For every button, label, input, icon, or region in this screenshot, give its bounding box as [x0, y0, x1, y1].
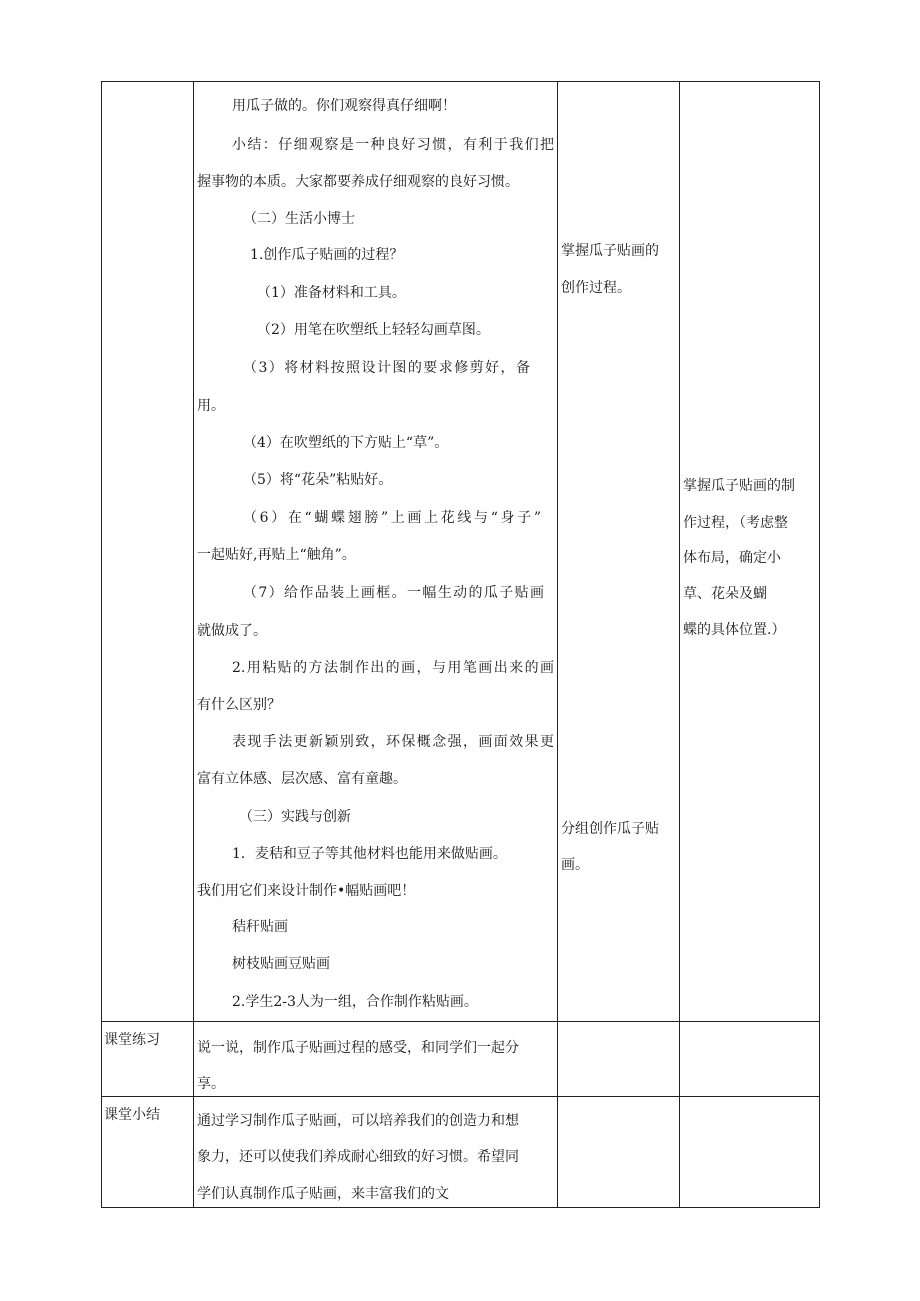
process-line: 1.创作瓜子贴画的过程？: [250, 247, 404, 263]
process-line: （7）给作品装上画框。一幅生动的瓜子贴画: [243, 585, 544, 601]
process-line: 1．麦秸和豆子等其他材料也能用来做贴画。: [232, 846, 507, 862]
process-line: （5）将“花朵”粘贴好。: [243, 472, 393, 488]
design-intent-line: 掌握瓜子贴画的制: [683, 478, 795, 494]
row-divider-summary: [101, 1096, 820, 1097]
process-line: 小结：仔细观察是一种良好习惯，有利于我们把: [232, 137, 554, 153]
process-line: 就做成了。: [197, 623, 267, 639]
process-line: 树枝贴画豆贴画: [232, 956, 330, 972]
student-note-line: 掌握瓜子贴画的: [561, 243, 659, 259]
process-line: 富有立体感、层次感、富有童趣。: [197, 771, 407, 787]
column-divider-2: [557, 81, 558, 1208]
process-line: 2.学生2-3人为一组，合作制作粘贴画。: [232, 994, 478, 1010]
student-note-line: 分组创作瓜子贴: [561, 821, 659, 837]
practice-label: 课堂练习: [104, 1032, 160, 1048]
section-heading: （三）实践与创新: [239, 809, 351, 825]
row-divider-practice: [101, 1021, 820, 1022]
table-border-bottom: [101, 1207, 820, 1208]
process-line: （3）将材料按照设计图的要求修剪好，备: [243, 360, 530, 376]
process-line: 表现手法更新颖别致，环保概念强，画面效果更: [232, 734, 554, 750]
column-divider-1: [193, 81, 194, 1208]
process-line: 秸秆贴画: [232, 919, 288, 935]
student-note-line: 创作过程。: [561, 280, 631, 296]
process-line: 2.用粘贴的方法制作出的画，与用笔画出来的画: [232, 660, 554, 676]
design-intent-line: 草、花朵及蝴: [683, 586, 767, 602]
summary-line: 通过学习制作瓜子贴画，可以培养我们的创造力和想: [197, 1113, 519, 1129]
process-line: 一起贴好,再贴上“触角”。: [197, 547, 356, 563]
process-line: 我们用它们来设计制作•幅贴画吧！: [197, 883, 416, 899]
section-heading: （二）生活小博士: [243, 211, 355, 227]
design-intent-line: 作过程，（考虑整: [683, 515, 788, 531]
process-line: 用瓜子做的。你们观察得真仔细啊！: [232, 98, 456, 114]
design-intent-line: 体布局，确定小: [683, 550, 781, 566]
process-line: 握事物的本质。大家都要养成仔细观察的良好习惯。: [197, 174, 519, 190]
process-line: （6）在“蝴蝶翅膀”上画上花线与“身子”: [243, 510, 541, 526]
process-line: （4）在吹塑纸的下方贴上“草”。: [243, 435, 449, 451]
summary-line: 象力，还可以使我们养成耐心细致的好习惯。希望同: [197, 1149, 519, 1165]
table-border-left: [101, 81, 102, 1208]
process-line: 有什么区别？: [197, 697, 281, 713]
process-line: （2）用笔在吹塑纸上轻轻勾画草图。: [257, 322, 490, 338]
design-intent-line: 蝶的具体位置.）: [683, 622, 786, 638]
table-border-right: [819, 81, 820, 1208]
summary-line: 学们认真制作瓜子贴画，来丰富我们的文: [197, 1186, 449, 1202]
table-border-top: [101, 81, 820, 82]
process-line: （1）准备材料和工具。: [257, 285, 406, 301]
summary-label: 课堂小结: [104, 1107, 160, 1123]
practice-line: 享。: [197, 1076, 225, 1092]
process-line: 用。: [197, 398, 225, 414]
practice-line: 说一说，制作瓜子贴画过程的感受，和同学们一起分: [197, 1040, 519, 1056]
column-divider-3: [679, 81, 680, 1208]
student-note-line: 画。: [561, 857, 589, 873]
